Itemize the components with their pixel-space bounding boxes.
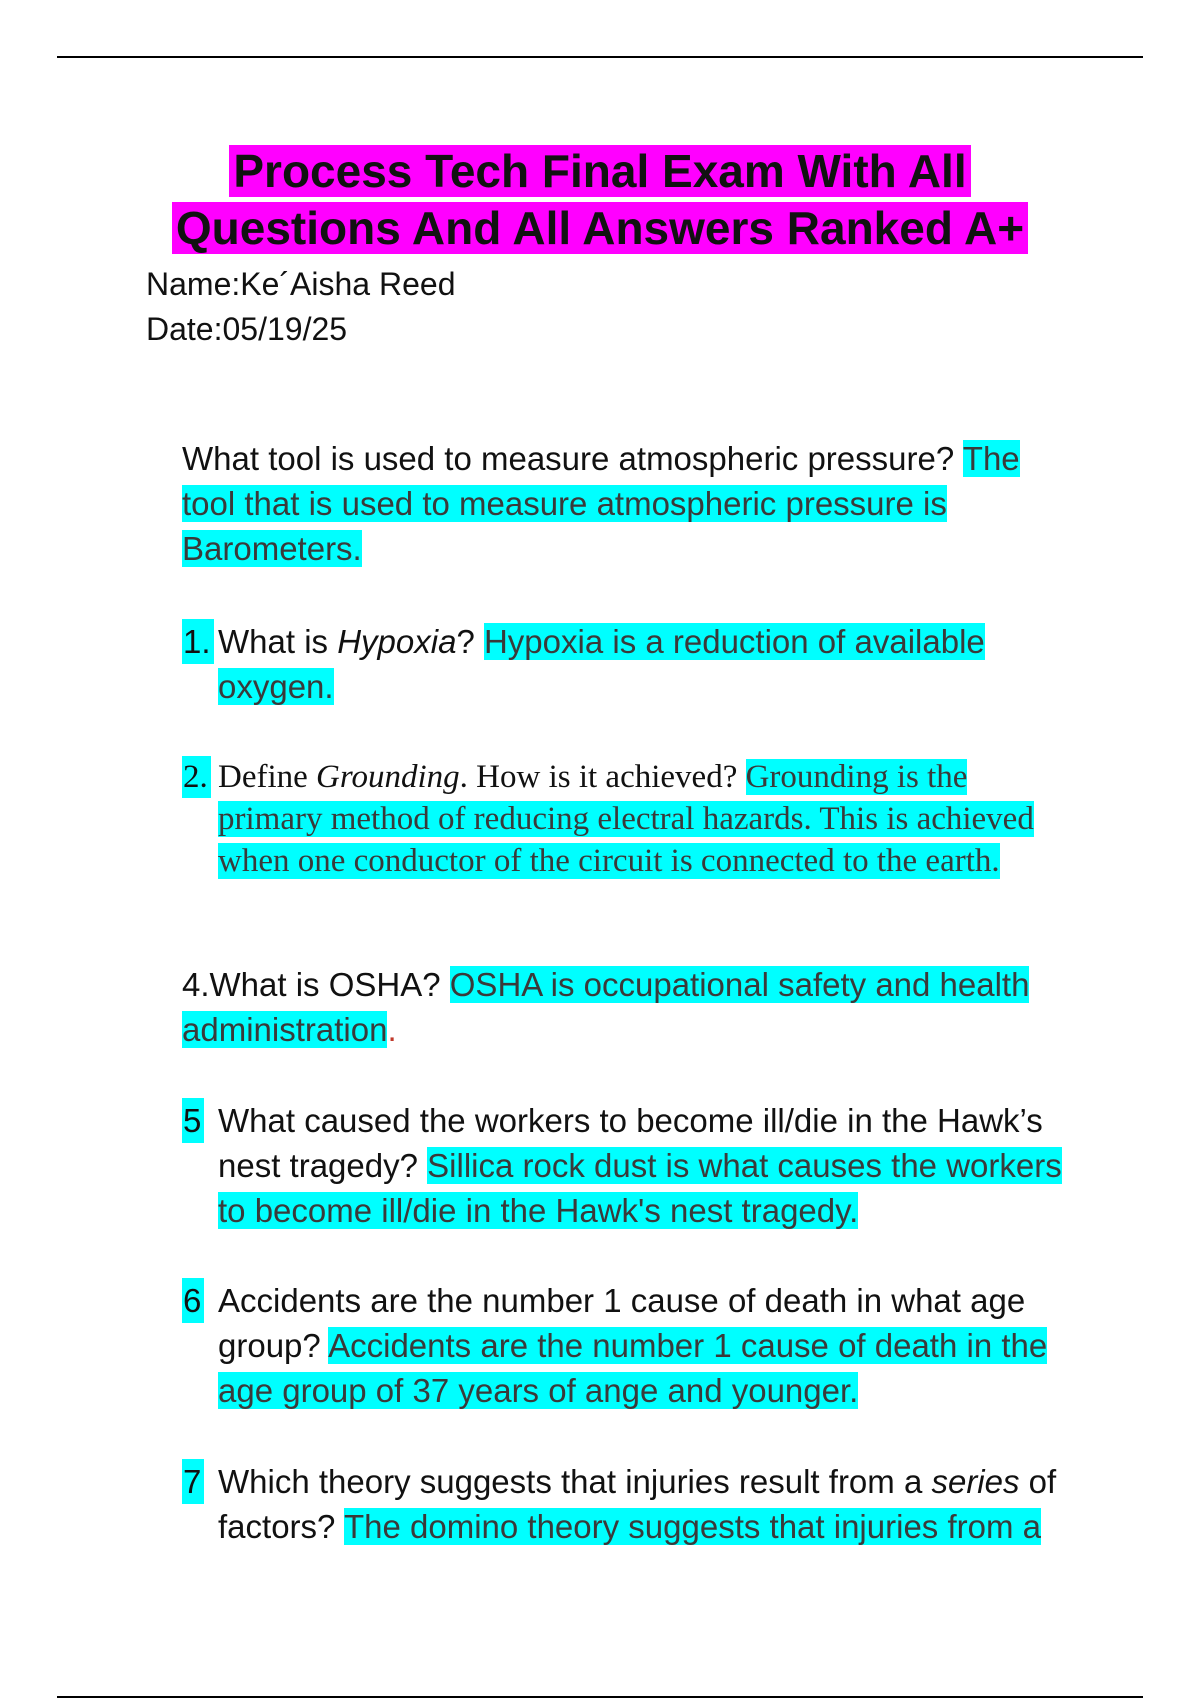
qa-item xyxy=(218,1278,1098,1413)
document-title xyxy=(0,143,1200,257)
qa-item xyxy=(218,1098,1098,1233)
question-number: 2. xyxy=(182,756,211,798)
qa-item xyxy=(218,756,1078,882)
answer-period: . xyxy=(387,1011,397,1048)
qa-item xyxy=(182,962,1082,1052)
student-name: Name:Ke´Aisha Reed xyxy=(146,266,456,302)
answer-text: The tool that is used to measure atmospheric pressure is Barometers. xyxy=(182,440,1020,567)
question-term: Hypoxia xyxy=(337,623,457,660)
question-number: 7 xyxy=(182,1459,204,1504)
question-number: 5 xyxy=(182,1098,204,1143)
question-text: What is xyxy=(218,623,338,660)
answer-text: Accidents are the number 1 cause of death in the age group of 37 years of ange and younger. xyxy=(218,1327,1048,1409)
top-rule xyxy=(57,56,1143,58)
question-text-end: . How is it achieved? xyxy=(459,759,746,795)
question-term: series xyxy=(931,1463,1020,1500)
title-line-1: Process Tech Final Exam With All xyxy=(229,145,970,197)
question-number: 4. xyxy=(182,966,210,1003)
bottom-rule xyxy=(57,1696,1143,1698)
question-number: 1. xyxy=(182,619,214,664)
question-text: What caused the workers to become ill/die in the Hawk’s nest tragedy? xyxy=(218,1102,1043,1184)
question-number: 6 xyxy=(182,1278,204,1323)
question-text: What is OSHA? xyxy=(209,966,450,1003)
answer-text: Grounding is the primary method of reducing electral hazards. This is achieved when one conductor of the circuit is connected to the earth. xyxy=(218,759,1034,879)
answer-text: Sillica rock dust is what causes the workers to become ill/die in the Hawk's nest tragedy. xyxy=(218,1147,1062,1229)
answer-text: OSHA is occupational safety and health administration xyxy=(182,966,1030,1048)
qa-item xyxy=(182,436,1062,571)
question-term: Grounding xyxy=(316,759,460,795)
title-line-2: Questions And All Answers Ranked A+ xyxy=(172,202,1028,254)
question-text-end: of factors? xyxy=(218,1463,1057,1545)
answer-text: Hypoxia is a reduction of available oxygen. xyxy=(218,623,985,705)
answer-text: The domino theory suggests that injuries from a xyxy=(343,1508,1041,1545)
qa-item xyxy=(218,619,1068,709)
question-text: Which theory suggests that injuries result from a xyxy=(218,1463,932,1500)
question-text: Accidents are the number 1 cause of death in what age group? xyxy=(218,1282,1026,1364)
exam-date: Date:05/19/25 xyxy=(146,311,348,347)
question-text: What tool is used to measure atmospheric pressure? xyxy=(182,440,963,477)
question-text-end: ? xyxy=(456,623,484,660)
question-text: Define xyxy=(218,759,317,795)
qa-item xyxy=(218,1459,1098,1549)
